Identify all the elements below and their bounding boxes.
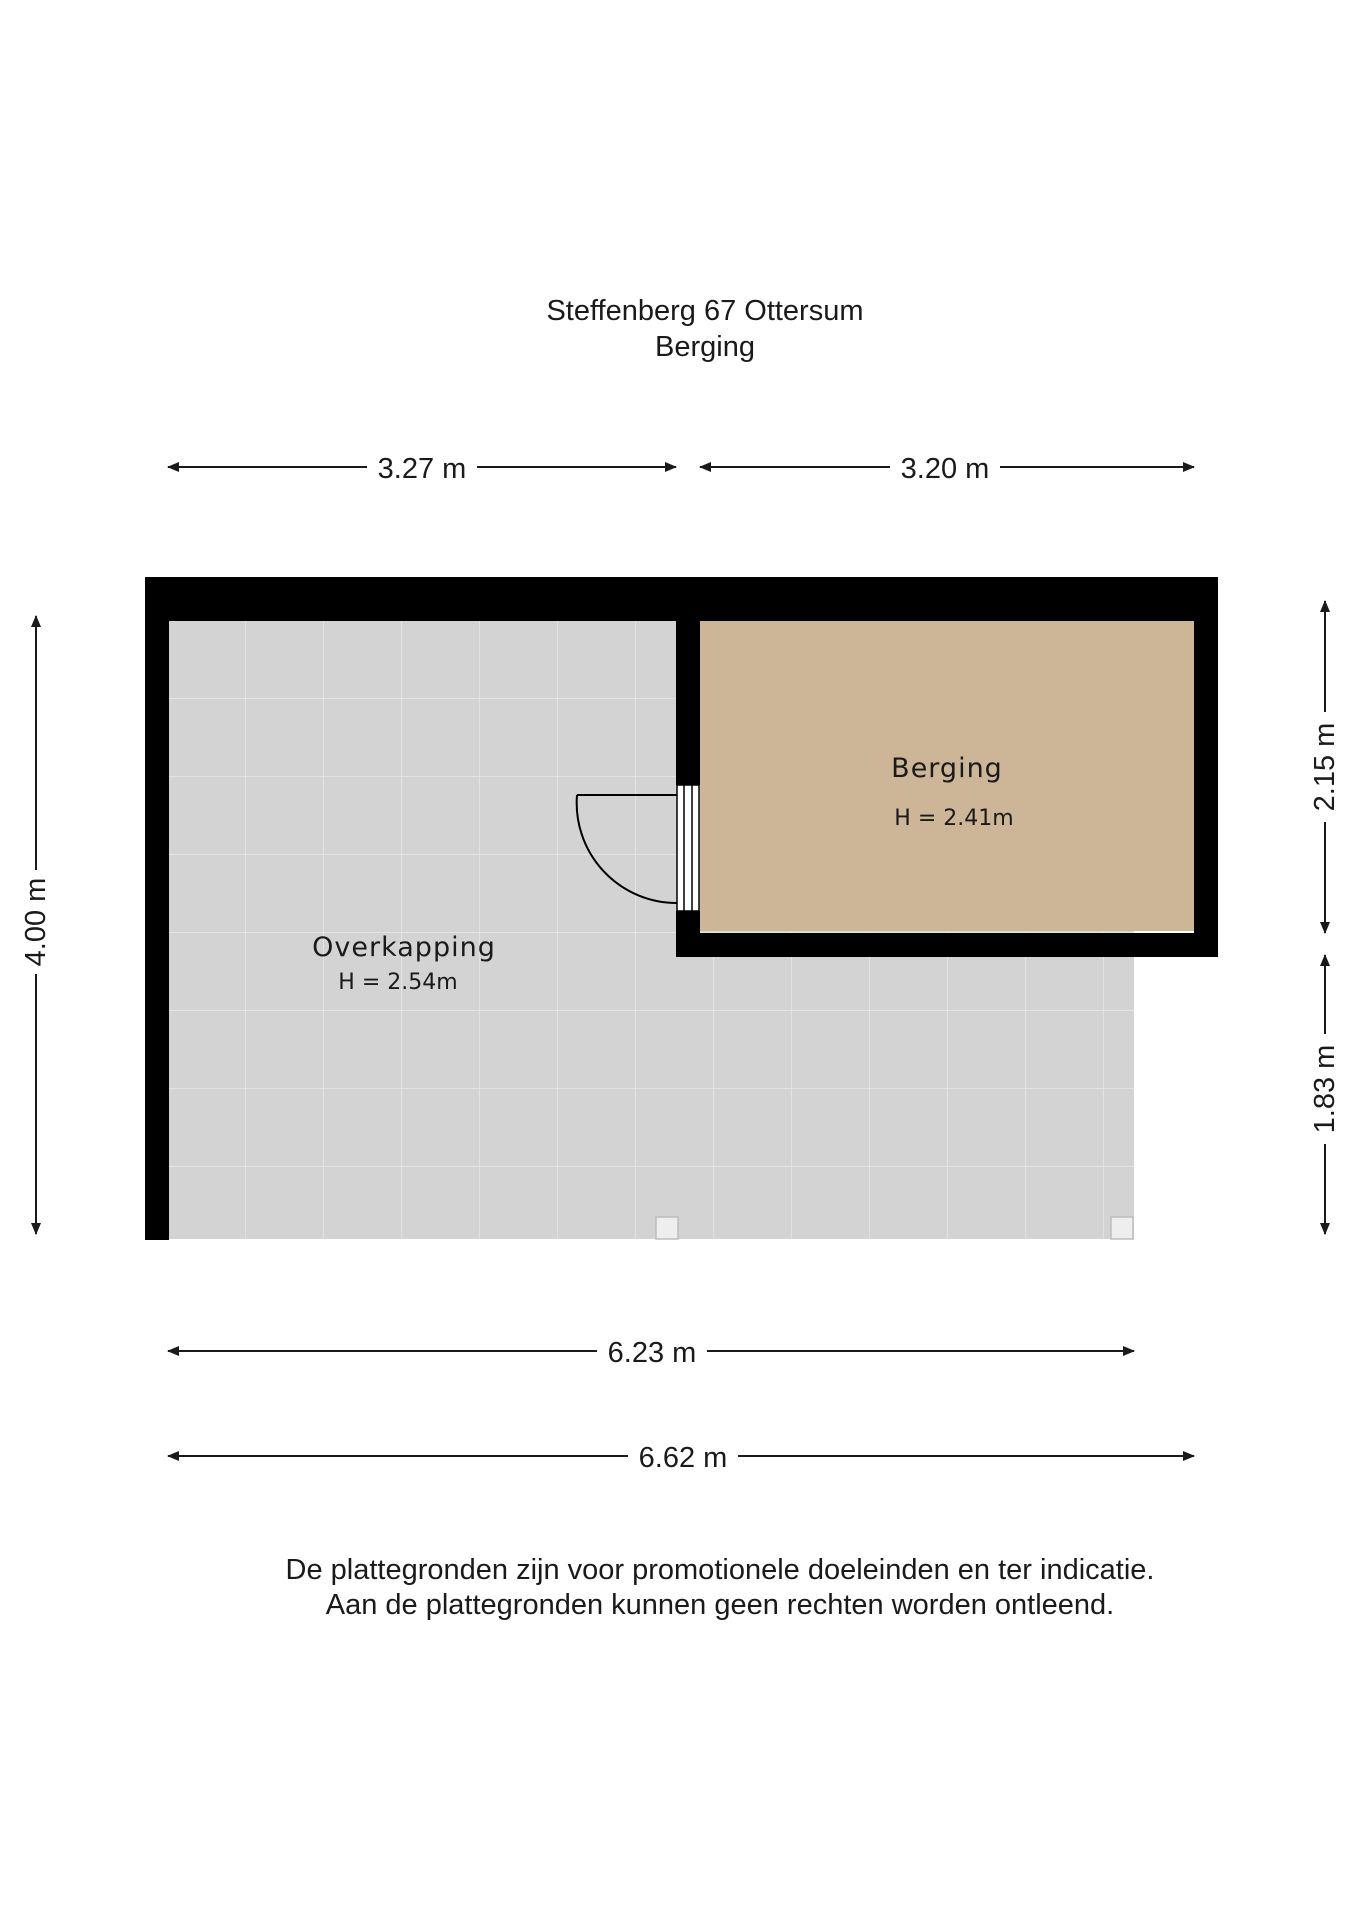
svg-text:1.83 m: 1.83 m: [1309, 1044, 1341, 1134]
dimension-right-top: [1309, 601, 1341, 933]
column: [1111, 1217, 1133, 1239]
room-name-overkapping: Overkapping: [312, 932, 496, 963]
svg-text:4.00 m: 4.00 m: [20, 877, 52, 967]
dimension-right-bottom: [1309, 955, 1341, 1234]
svg-text:3.20 m: 3.20 m: [900, 453, 990, 485]
svg-text:3.27 m: 3.27 m: [377, 453, 467, 485]
disclaimer: [0, 1553, 1358, 1623]
room-name-berging: Berging: [891, 753, 1003, 784]
plan-address: Steffenberg 67 Ottersum: [546, 295, 864, 327]
dimension-left: [20, 616, 52, 1234]
dimension-bottom-inner: [168, 1337, 1134, 1369]
svg-text:6.23 m: 6.23 m: [607, 1337, 697, 1369]
disclaimer-line-1: De plattegronden zijn voor promotionele doeleinden en ter indicatie.: [285, 1554, 1155, 1586]
column: [656, 1217, 678, 1239]
dimension-bottom-outer: [168, 1442, 1194, 1474]
svg-text:2.15 m: 2.15 m: [1309, 722, 1341, 812]
dimension-top-right: [700, 453, 1194, 485]
disclaimer-line-2: Aan de plattegronden kunnen geen rechten worden ontleend.: [325, 1589, 1115, 1621]
svg-text:6.62 m: 6.62 m: [638, 1442, 728, 1474]
room-height-overkapping: H = 2.54m: [338, 970, 458, 995]
plan-floor-name: Berging: [655, 331, 755, 363]
room-height-berging: H = 2.41m: [894, 806, 1014, 831]
dimension-top-left: [168, 453, 676, 485]
